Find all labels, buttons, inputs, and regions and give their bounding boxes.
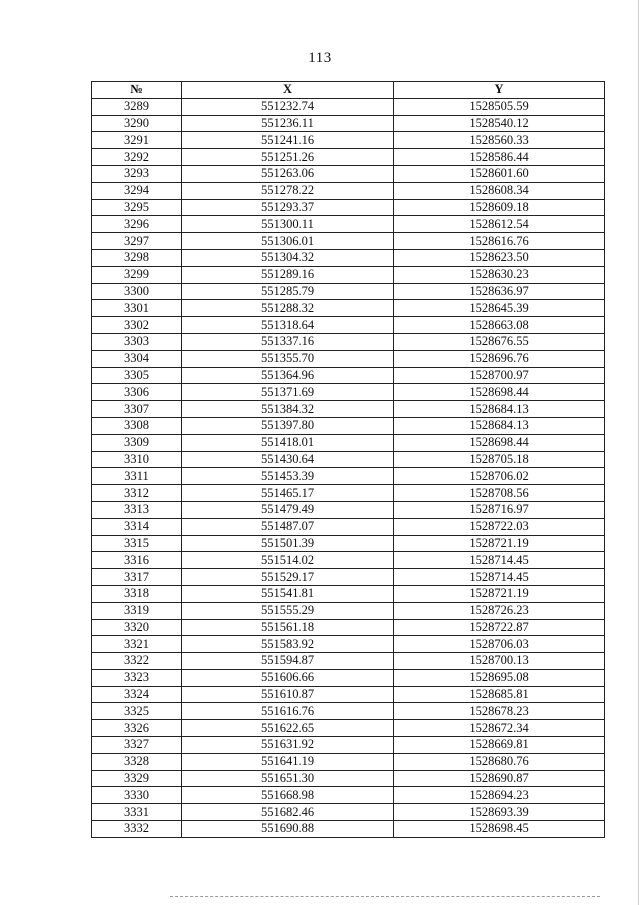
cell-number: 3299	[92, 266, 182, 283]
cell-x: 551418.01	[182, 434, 394, 451]
cell-y: 1528684.13	[394, 401, 605, 418]
cell-x: 551479.49	[182, 501, 394, 518]
cell-x: 551561.18	[182, 619, 394, 636]
table-row	[92, 199, 605, 216]
cell-y: 1528645.39	[394, 300, 605, 317]
cell-number: 3297	[92, 233, 182, 250]
table-row	[92, 249, 605, 266]
cell-number: 3298	[92, 249, 182, 266]
table-row	[92, 787, 605, 804]
cell-y: 1528693.39	[394, 804, 605, 821]
cell-number: 3291	[92, 132, 182, 149]
cell-x: 551236.11	[182, 115, 394, 132]
table-row	[92, 569, 605, 586]
table-row	[92, 216, 605, 233]
table-row	[92, 317, 605, 334]
cell-x: 551430.64	[182, 451, 394, 468]
cell-number: 3328	[92, 753, 182, 770]
table-row	[92, 417, 605, 434]
cell-number: 3318	[92, 585, 182, 602]
table-row	[92, 266, 605, 283]
table-row	[92, 165, 605, 182]
cell-x: 551622.65	[182, 720, 394, 737]
cell-y: 1528608.34	[394, 182, 605, 199]
cell-x: 551555.29	[182, 602, 394, 619]
table-row	[92, 115, 605, 132]
cell-x: 551501.39	[182, 535, 394, 552]
cell-number: 3332	[92, 821, 182, 838]
cell-y: 1528676.55	[394, 333, 605, 350]
cell-x: 551288.32	[182, 300, 394, 317]
cell-number: 3296	[92, 216, 182, 233]
table-row	[92, 636, 605, 653]
coordinates-table	[91, 81, 605, 838]
table-row	[92, 552, 605, 569]
cell-x: 551487.07	[182, 518, 394, 535]
cell-x: 551306.01	[182, 233, 394, 250]
cell-y: 1528714.45	[394, 552, 605, 569]
cell-y: 1528540.12	[394, 115, 605, 132]
table-row	[92, 350, 605, 367]
table-row	[92, 770, 605, 787]
table-row	[92, 501, 605, 518]
table-row	[92, 451, 605, 468]
cell-x: 551529.17	[182, 569, 394, 586]
cell-x: 551631.92	[182, 737, 394, 754]
cell-y: 1528616.76	[394, 233, 605, 250]
cell-y: 1528716.97	[394, 501, 605, 518]
table-row	[92, 367, 605, 384]
header-number: №	[92, 82, 182, 99]
cell-x: 551616.76	[182, 703, 394, 720]
table-row	[92, 132, 605, 149]
table-row	[92, 804, 605, 821]
cell-y: 1528700.13	[394, 653, 605, 670]
table-body	[92, 98, 605, 837]
cell-y: 1528669.81	[394, 737, 605, 754]
cell-y: 1528505.59	[394, 98, 605, 115]
table-row	[92, 602, 605, 619]
cell-y: 1528663.08	[394, 317, 605, 334]
table-row	[92, 535, 605, 552]
cell-x: 551465.17	[182, 485, 394, 502]
table-row	[92, 703, 605, 720]
cell-x: 551337.16	[182, 333, 394, 350]
table-row	[92, 333, 605, 350]
table-row	[92, 518, 605, 535]
cell-number: 3292	[92, 149, 182, 166]
cell-x: 551641.19	[182, 753, 394, 770]
header-x: X	[182, 82, 394, 99]
cell-number: 3320	[92, 619, 182, 636]
cell-number: 3327	[92, 737, 182, 754]
cell-y: 1528672.34	[394, 720, 605, 737]
header-y: Y	[394, 82, 605, 99]
cell-x: 551318.64	[182, 317, 394, 334]
cell-y: 1528722.03	[394, 518, 605, 535]
scan-edge-border	[638, 0, 639, 905]
cell-number: 3316	[92, 552, 182, 569]
cell-number: 3303	[92, 333, 182, 350]
table-row	[92, 485, 605, 502]
cell-y: 1528698.44	[394, 434, 605, 451]
cell-y: 1528636.97	[394, 283, 605, 300]
cell-x: 551682.46	[182, 804, 394, 821]
cell-x: 551594.87	[182, 653, 394, 670]
cell-number: 3330	[92, 787, 182, 804]
table-row	[92, 283, 605, 300]
cell-number: 3321	[92, 636, 182, 653]
cell-number: 3315	[92, 535, 182, 552]
cell-y: 1528721.19	[394, 585, 605, 602]
cell-number: 3311	[92, 468, 182, 485]
table-row	[92, 434, 605, 451]
cell-x: 551289.16	[182, 266, 394, 283]
cell-x: 551690.88	[182, 821, 394, 838]
table-row	[92, 384, 605, 401]
cell-y: 1528721.19	[394, 535, 605, 552]
cell-x: 551453.39	[182, 468, 394, 485]
cell-number: 3319	[92, 602, 182, 619]
cell-x: 551668.98	[182, 787, 394, 804]
cell-y: 1528700.97	[394, 367, 605, 384]
cell-x: 551355.70	[182, 350, 394, 367]
cell-number: 3289	[92, 98, 182, 115]
cell-x: 551241.16	[182, 132, 394, 149]
cell-y: 1528698.45	[394, 821, 605, 838]
table-row	[92, 737, 605, 754]
cell-x: 551610.87	[182, 686, 394, 703]
cell-x: 551651.30	[182, 770, 394, 787]
cell-number: 3306	[92, 384, 182, 401]
cell-x: 551293.37	[182, 199, 394, 216]
table-row	[92, 182, 605, 199]
table-row	[92, 686, 605, 703]
table-row	[92, 300, 605, 317]
cell-number: 3325	[92, 703, 182, 720]
cell-number: 3294	[92, 182, 182, 199]
cell-number: 3326	[92, 720, 182, 737]
cell-number: 3305	[92, 367, 182, 384]
cell-y: 1528609.18	[394, 199, 605, 216]
cell-y: 1528705.18	[394, 451, 605, 468]
cell-x: 551285.79	[182, 283, 394, 300]
cell-y: 1528708.56	[394, 485, 605, 502]
cell-x: 551397.80	[182, 417, 394, 434]
cell-number: 3314	[92, 518, 182, 535]
cell-x: 551232.74	[182, 98, 394, 115]
scan-edge-line	[170, 896, 600, 897]
table-row	[92, 468, 605, 485]
cell-number: 3324	[92, 686, 182, 703]
cell-number: 3309	[92, 434, 182, 451]
cell-y: 1528706.02	[394, 468, 605, 485]
table-row	[92, 401, 605, 418]
cell-number: 3301	[92, 300, 182, 317]
cell-number: 3302	[92, 317, 182, 334]
cell-y: 1528706.03	[394, 636, 605, 653]
cell-x: 551384.32	[182, 401, 394, 418]
cell-number: 3313	[92, 501, 182, 518]
cell-number: 3317	[92, 569, 182, 586]
cell-y: 1528726.23	[394, 602, 605, 619]
cell-number: 3293	[92, 165, 182, 182]
cell-x: 551300.11	[182, 216, 394, 233]
table-row	[92, 821, 605, 838]
cell-number: 3304	[92, 350, 182, 367]
cell-y: 1528696.76	[394, 350, 605, 367]
cell-x: 551583.92	[182, 636, 394, 653]
cell-y: 1528698.44	[394, 384, 605, 401]
cell-x: 551606.66	[182, 669, 394, 686]
cell-number: 3290	[92, 115, 182, 132]
table-row	[92, 653, 605, 670]
table-row	[92, 619, 605, 636]
cell-y: 1528623.50	[394, 249, 605, 266]
cell-x: 551514.02	[182, 552, 394, 569]
cell-number: 3323	[92, 669, 182, 686]
cell-y: 1528586.44	[394, 149, 605, 166]
cell-y: 1528630.23	[394, 266, 605, 283]
cell-x: 551251.26	[182, 149, 394, 166]
table-row	[92, 98, 605, 115]
cell-number: 3312	[92, 485, 182, 502]
cell-number: 3300	[92, 283, 182, 300]
cell-number: 3310	[92, 451, 182, 468]
cell-y: 1528685.81	[394, 686, 605, 703]
cell-y: 1528601.60	[394, 165, 605, 182]
cell-number: 3295	[92, 199, 182, 216]
cell-y: 1528722.87	[394, 619, 605, 636]
cell-x: 551364.96	[182, 367, 394, 384]
cell-x: 551371.69	[182, 384, 394, 401]
cell-y: 1528612.54	[394, 216, 605, 233]
cell-x: 551263.06	[182, 165, 394, 182]
cell-y: 1528560.33	[394, 132, 605, 149]
table-header-row	[92, 82, 605, 99]
cell-y: 1528695.08	[394, 669, 605, 686]
table-row	[92, 149, 605, 166]
cell-x: 551278.22	[182, 182, 394, 199]
table-row	[92, 669, 605, 686]
cell-number: 3322	[92, 653, 182, 670]
cell-y: 1528680.76	[394, 753, 605, 770]
page-number: 113	[308, 50, 332, 66]
cell-y: 1528684.13	[394, 417, 605, 434]
cell-number: 3308	[92, 417, 182, 434]
cell-y: 1528694.23	[394, 787, 605, 804]
cell-number: 3307	[92, 401, 182, 418]
table-row	[92, 233, 605, 250]
cell-y: 1528690.87	[394, 770, 605, 787]
cell-x: 551541.81	[182, 585, 394, 602]
cell-y: 1528678.23	[394, 703, 605, 720]
cell-x: 551304.32	[182, 249, 394, 266]
cell-y: 1528714.45	[394, 569, 605, 586]
cell-number: 3331	[92, 804, 182, 821]
table-row	[92, 753, 605, 770]
table-row	[92, 585, 605, 602]
table-row	[92, 720, 605, 737]
cell-number: 3329	[92, 770, 182, 787]
